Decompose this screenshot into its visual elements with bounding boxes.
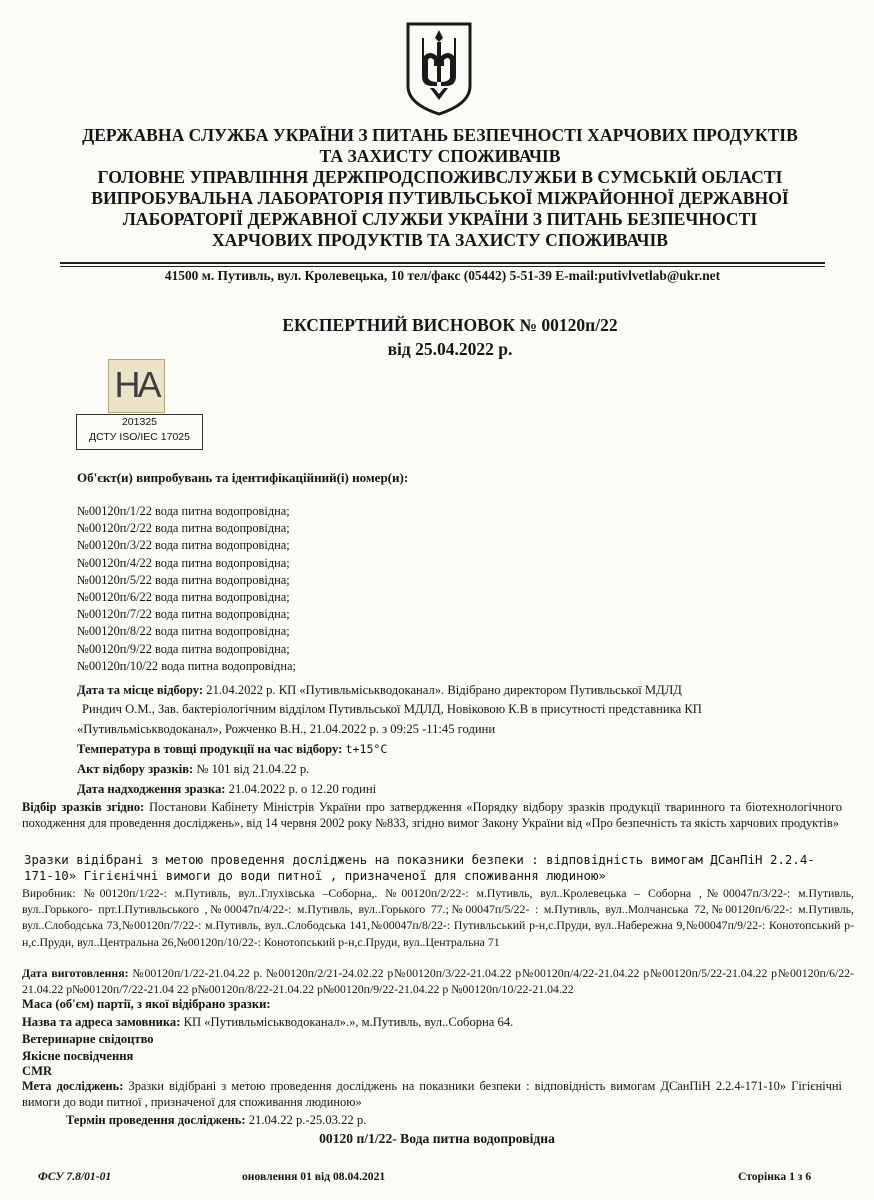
list-item: №00120п/3/22 вода питна водопровідна; — [77, 538, 290, 553]
producer-block — [22, 885, 854, 950]
list-item: №00120п/1/22 вода питна водопровідна; — [77, 504, 290, 518]
list-item: №00120п/7/22 вода питна водопровідна; — [77, 607, 290, 622]
sample-list — [77, 503, 296, 675]
sampling-basis — [22, 799, 842, 831]
document-title-block — [100, 313, 800, 361]
temperature-label: Температура в товщі продукції на час відбору: — [77, 742, 343, 756]
manufacture-date-label: Дата виготовлення: — [22, 966, 129, 980]
section-title: 00120 п/1/22- Вода питна водопровідна — [319, 1131, 555, 1146]
list-item: №00120п/2/22 вода питна водопровідна; — [77, 521, 290, 536]
manufacture-date-text: №00120п/1/22-21.04.22 р. №00120п/2/21-24.02.22 р№00120п/3/22-21.04.22 р№00120п/4/22-21.04.22 р№00120п/5/22-21.04.22 р№00120п/6/22-21.04.22 р№00120п/7/22-21.04 22 р№00120п/8/22-21.04.22 р№00120п/9/22-21.04.22 р №00120п/10/22-21.04.22 — [22, 966, 854, 997]
act-label: Акт відбору зразків: — [77, 762, 194, 776]
org-line: ТА ЗАХИСТУ СПОЖИВАЧІВ — [319, 146, 561, 166]
org-line: ЛАБОРАТОРІЇ ДЕРЖАВНОЇ СЛУЖБИ УКРАЇНИ З ПИТАНЬ БЕЗПЕЧНОСТІ — [122, 209, 758, 229]
sampling-value-2: Риндич О.М., Зав. бактеріологічним відділом Путивльської МДЛД, Новіковою К.В в присутності представника КП — [82, 702, 702, 716]
quality-certificate-label: Якісне посвідчення — [22, 1049, 134, 1063]
header-divider-thin — [60, 266, 825, 267]
producer-text: №00120п/1/22-: м.Путивль, вул..Глухівська –Соборна,. №00120п/2/22-: м.Путивль, вул..Кролевецька – Соборна ,№00047п/3/22-: м.Путивль, вул..Горького- прт.І.Путивльського ,№00047п/4/22-: м.Путивль, вул..Горького 77.;№00047п/5/22- : м.Путивль, вул..Молчанська 72,№00120п/6/22-: м.Путивль, вул..Слободська 73,№00120п/7/22-: м.Путивль, вул..Слободська 141,№00047п/8/22-: Путивльський р-н,с.Пруди, вул..Набережна 9,№00047п/9/22-: Конотопський р-н,с.Пруди, вул..Центральна 26,№00120п/10/22-: Конотопський р-н,с.Пруди, вул..Центральна 71 — [22, 886, 854, 949]
footer-page-number: Сторінка 1 з 6 — [738, 1170, 812, 1183]
footer-form-code: ФСУ 7.8/01-01 — [38, 1170, 112, 1183]
footer-revision: оновлення 01 від 08.04.2021 — [242, 1170, 386, 1183]
list-item: №00120п/4/22 вода питна водопровідна; — [77, 555, 290, 570]
research-goal — [22, 1078, 842, 1110]
arrival-value: 21.04.2022 р. о 12.20 годині — [228, 782, 377, 796]
list-item: №00120п/6/22 вода питна водопровідна; — [77, 590, 290, 605]
list-item: №00120п/10/22 вода питна водопровідна; — [77, 658, 296, 673]
act-value: № 101 від 21.04.22 р. — [196, 762, 310, 776]
accreditation-number: 201325 — [121, 416, 158, 428]
sampling-basis-label: Відбір зразків згідно: — [22, 800, 145, 814]
organization-header — [40, 125, 840, 251]
vet-certificate-label: Ветеринарне свідоцтво — [22, 1032, 154, 1046]
producer-label: Виробник: — [22, 886, 76, 900]
sampling-value-3: «Путивльміськводоканал», Рожченко В.Н., 21.04.2022 р. з 09:25 -11:45 години — [77, 722, 496, 736]
purpose-note: Зразки відібрані з метою проведення досліджень на показники безпеки : відповідність вимогам ДСанПіН 2.2.4-171-10» Гігієнічні вимоги до води питної , призначеної для споживання людиною» — [24, 852, 815, 883]
org-line: ВИПРОБУВАЛЬНА ЛАБОРАТОРІЯ ПУТИВЛЬСЬКОЇ МІЖРАЙОННОЇ ДЕРЖАВНОЇ — [91, 188, 789, 208]
coat-of-arms-emblem — [404, 20, 474, 116]
org-line: ГОЛОВНЕ УПРАВЛІННЯ ДЕРЖПРОДСПОЖИВСЛУЖБИ В СУМСЬКІЙ ОБЛАСТІ — [97, 167, 783, 187]
customer-row — [22, 1015, 513, 1030]
org-line: ДЕРЖАВНА СЛУЖБА УКРАЇНИ З ПИТАНЬ БЕЗПЕЧНОСТІ ХАРЧОВИХ ПРОДУКТІВ — [82, 125, 798, 145]
batch-mass-label: Маса (об'єм) партії, з якої відібрано зразки: — [22, 997, 271, 1011]
objects-heading: Об'єкт(и) випробувань та ідентифікаційний(і) номер(и): — [77, 470, 409, 485]
sampling-line-1 — [77, 683, 682, 698]
list-item: №00120п/5/22 вода питна водопровідна; — [77, 572, 290, 587]
document-date: від 25.04.2022 р. — [387, 339, 513, 359]
temperature-value: t+15°C — [345, 742, 388, 756]
research-goal-text: Зразки відібрані з метою проведення досліджень на показники безпеки : відповідність вимогам ДСанПіН 2.2.4-171-10» Гігієнічні вимоги до води питної , призначеної для споживання людиною» — [22, 1079, 842, 1110]
org-line: ХАРЧОВИХ ПРОДУКТІВ ТА ЗАХИСТУ СПОЖИВАЧІВ — [211, 230, 669, 250]
list-item: №00120п/8/22 вода питна водопровідна; — [77, 624, 290, 639]
research-term-label: Термін проведення досліджень: — [66, 1113, 246, 1127]
customer-label: Назва та адреса замовника: — [22, 1015, 181, 1029]
research-term-row — [66, 1113, 366, 1128]
arrival-row — [77, 782, 376, 797]
list-item: №00120п/9/22 вода питна водопровідна; — [77, 641, 290, 656]
accreditation-box — [76, 414, 203, 450]
document-title: ЕКСПЕРТНИЙ ВИСНОВОК № 00120п/22 — [282, 315, 618, 335]
sampling-basis-text: Постанови Кабінету Міністрів України про затвердження «Порядку відбору зразків продукції тваринного та біотехнологічного походження для проведення досліджень», від 14 червня 2002 року №833, згідно вимог Закону України від «Про безпечність та якість харчових продуктів» — [22, 800, 842, 831]
sampling-value-1: 21.04.2022 р. КП «Путивльміськводоканал». Відібрано директором Путивльської МДЛД — [206, 683, 682, 697]
manufacture-date-block — [22, 965, 854, 997]
header-divider — [60, 262, 825, 264]
research-term-value: 21.04.22 р.-25.03.22 р. — [248, 1113, 367, 1127]
temperature-row — [77, 742, 387, 757]
accreditation-logo-text: НА — [114, 364, 159, 405]
customer-value: КП «Путивльміськводоканал».», м.Путивль, вул..Соборна 64. — [183, 1015, 514, 1029]
accreditation-standard: ДСТУ ISO/IEC 17025 — [89, 431, 190, 443]
lab-address: 41500 м. Путивль, вул. Кролевецька, 10 тел/факс (05442) 5-51-39 E-mail:putivlvetlab@ukr.net — [164, 268, 721, 283]
sampling-label: Дата та місце відбору: — [77, 683, 204, 697]
arrival-label: Дата надходження зразка: — [77, 782, 226, 796]
research-goal-label: Мета досліджень: — [22, 1079, 124, 1093]
cmr-label: CMR — [22, 1064, 53, 1078]
act-row — [77, 762, 309, 777]
accreditation-logo — [108, 359, 165, 413]
